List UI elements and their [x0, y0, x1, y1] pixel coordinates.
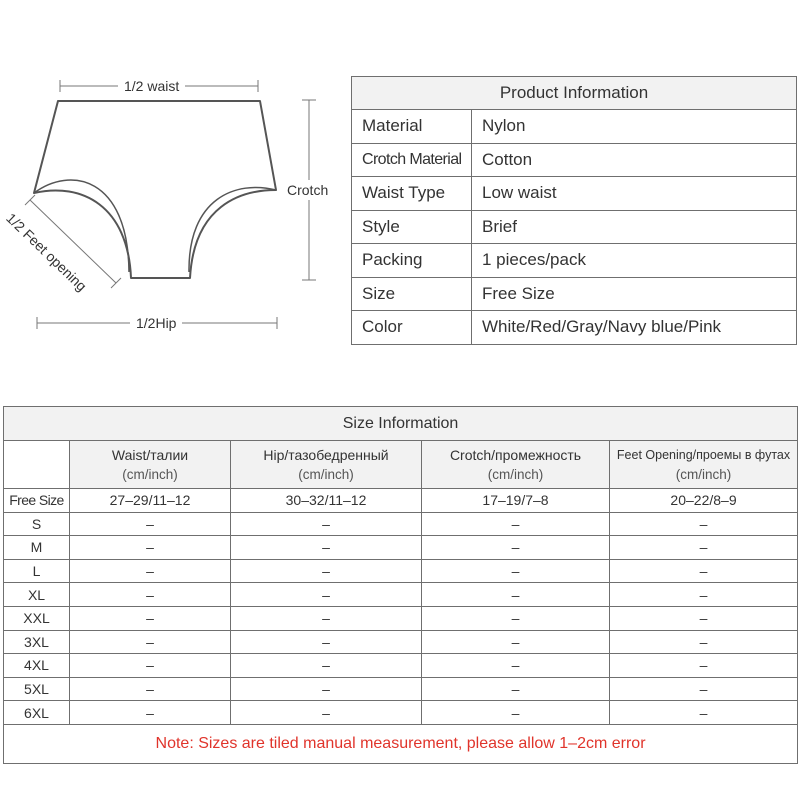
- size-value: 30–32/11–12: [231, 489, 422, 513]
- brief-measurement-diagram: [0, 0, 345, 345]
- size-value: –: [231, 654, 422, 678]
- product-value: Nylon: [472, 110, 797, 144]
- size-value: –: [610, 677, 798, 701]
- column-unit: (cm/inch): [675, 466, 732, 482]
- column-header-hip: [231, 441, 422, 489]
- size-value: –: [610, 701, 798, 725]
- size-label: 3XL: [4, 630, 70, 654]
- note-row: [4, 724, 798, 763]
- size-value: –: [610, 512, 798, 536]
- column-unit: (cm/inch): [487, 466, 544, 482]
- size-row: [4, 512, 798, 536]
- size-row: [4, 701, 798, 725]
- hip-label: 1/2Hip: [130, 315, 182, 331]
- size-value: –: [70, 559, 231, 583]
- size-row: [4, 559, 798, 583]
- column-unit: (cm/inch): [298, 466, 354, 482]
- size-value: –: [70, 606, 231, 630]
- size-value: –: [70, 654, 231, 678]
- size-value: –: [610, 630, 798, 654]
- product-key: Crotch Material: [352, 143, 472, 177]
- column-unit: (cm/inch): [122, 466, 178, 482]
- size-row: [4, 606, 798, 630]
- column-header-crotch: [422, 441, 610, 489]
- size-row: [4, 583, 798, 607]
- size-label: S: [4, 512, 70, 536]
- size-value: –: [231, 536, 422, 560]
- product-row: [352, 277, 797, 311]
- size-value: –: [610, 583, 798, 607]
- product-row: [352, 110, 797, 144]
- product-value: 1 pieces/pack: [472, 244, 797, 278]
- measurement-note: Note: Sizes are tiled manual measurement, please allow 1–2cm error: [4, 724, 798, 763]
- size-label: XXL: [4, 606, 70, 630]
- product-info-table: [351, 76, 797, 345]
- size-value: –: [231, 677, 422, 701]
- size-value: –: [70, 583, 231, 607]
- size-label: 6XL: [4, 701, 70, 725]
- product-row: [352, 143, 797, 177]
- product-value: Cotton: [472, 143, 797, 177]
- leg-curves: [34, 180, 276, 272]
- size-row: [4, 677, 798, 701]
- product-value: White/Red/Gray/Navy blue/Pink: [472, 311, 797, 345]
- size-label: 4XL: [4, 654, 70, 678]
- size-value: –: [231, 512, 422, 536]
- size-value: 27–29/11–12: [70, 489, 231, 513]
- size-label: L: [4, 559, 70, 583]
- size-value: –: [610, 654, 798, 678]
- product-info-title: Product Information: [352, 77, 797, 110]
- crotch-label: Crotch: [287, 182, 329, 198]
- product-key: Style: [352, 210, 472, 244]
- size-label: 5XL: [4, 677, 70, 701]
- product-row: [352, 311, 797, 345]
- size-value: –: [422, 677, 610, 701]
- product-key: Size: [352, 277, 472, 311]
- size-value: 20–22/8–9: [610, 489, 798, 513]
- size-row: [4, 630, 798, 654]
- product-key: Material: [352, 110, 472, 144]
- size-value: –: [231, 630, 422, 654]
- product-row: [352, 177, 797, 211]
- product-value: Brief: [472, 210, 797, 244]
- size-value: –: [422, 701, 610, 725]
- size-row: [4, 536, 798, 560]
- size-value: –: [422, 559, 610, 583]
- product-row: [352, 210, 797, 244]
- column-header-feet-opening: [610, 441, 798, 489]
- size-value: –: [231, 559, 422, 583]
- column-header-waist: [70, 441, 231, 489]
- size-column-header-row: [4, 441, 798, 489]
- size-value: –: [610, 606, 798, 630]
- size-value: –: [610, 536, 798, 560]
- size-label: Free Size: [4, 489, 70, 513]
- size-info-table: [3, 406, 798, 764]
- size-value: –: [70, 512, 231, 536]
- size-value: –: [231, 701, 422, 725]
- size-value: –: [70, 536, 231, 560]
- size-info-title: Size Information: [4, 407, 798, 441]
- size-value: –: [422, 654, 610, 678]
- size-value: –: [231, 583, 422, 607]
- size-value: –: [70, 701, 231, 725]
- product-value: Low waist: [472, 177, 797, 211]
- size-value: –: [422, 630, 610, 654]
- size-value: –: [610, 559, 798, 583]
- column-name: Waist/талии: [111, 446, 189, 463]
- size-label: XL: [4, 583, 70, 607]
- size-value: –: [422, 512, 610, 536]
- size-value: –: [70, 630, 231, 654]
- size-value: –: [422, 536, 610, 560]
- size-value: –: [231, 606, 422, 630]
- waist-label: 1/2 waist: [118, 78, 185, 94]
- product-key: Color: [352, 311, 472, 345]
- column-name: Crotch/промежность: [449, 446, 582, 463]
- size-row: [4, 654, 798, 678]
- size-value: –: [422, 606, 610, 630]
- product-value: Free Size: [472, 277, 797, 311]
- size-value: –: [422, 583, 610, 607]
- feet-opening-label: 1/2 Feet opening: [3, 209, 90, 295]
- size-value: 17–19/7–8: [422, 489, 610, 513]
- size-corner-cell: [4, 441, 70, 489]
- product-key: Packing: [352, 244, 472, 278]
- size-label: M: [4, 536, 70, 560]
- column-name: Hip/тазобедренный: [263, 446, 389, 463]
- column-name: Feet Opening/проемы в футах: [616, 447, 791, 462]
- product-row: [352, 244, 797, 278]
- size-row: [4, 489, 798, 513]
- size-value: –: [70, 677, 231, 701]
- product-key: Waist Type: [352, 177, 472, 211]
